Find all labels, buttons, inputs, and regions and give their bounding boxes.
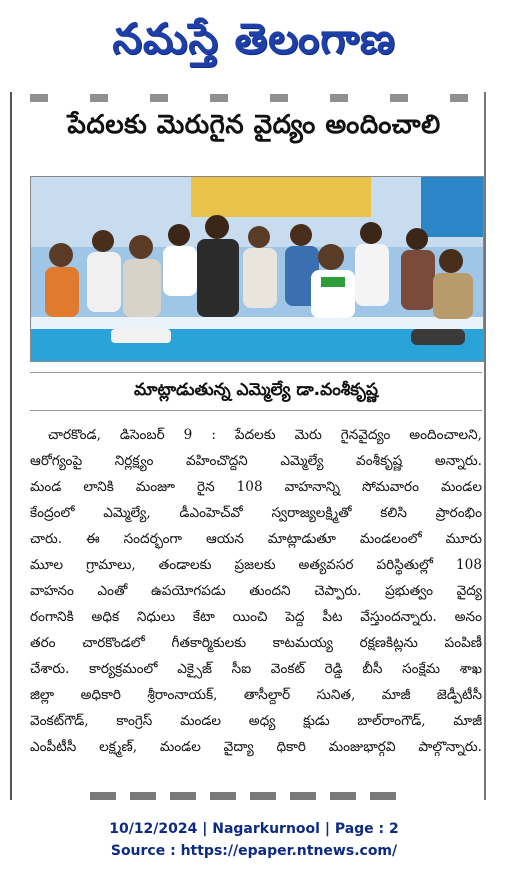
news-clipping [0,92,508,800]
newspaper-logo: నమస్తే తెలంగాణ [112,14,396,63]
article-photo [30,176,484,362]
clip-border-left [10,92,12,800]
clip-border-right [484,92,486,800]
body-line: మండ లానికి మంజూ రైన 108 వాహనాన్ని సోమవారం మండల [30,479,482,495]
masthead [0,0,508,88]
footer-date-edition: 10/12/2024 | Nagarkurnool | Page : 2 [109,821,399,837]
body-line: తరం చారకొండలో గీతకార్మికులకు కాటమయ్య రక్షణకిట్లను పంపిణీ [30,635,482,651]
body-line: చేశారు. కార్యక్రమంలో ఎక్సైజ్ సీఐ వెంకట్ రెడ్డి బీసీ సంక్షేమ శాఖ [30,661,482,677]
body-line: జిల్లా అధికారి శ్రీరాంనాయక్, తాసీల్దార్ సునిత, మాజీ జెడ్పీటీసీ [30,687,482,703]
body-line: రంగానికి అధిక నిధులు కేటా యించి పెద్ద పీట వేస్తుందన్నారు. అనం [30,609,482,625]
clipped-next-headline [90,792,410,800]
body-line: కేంద్రంలో ఎమ్మెల్యే, డీఎంహెచ్‌వో స్వరాజ్యలక్ష్మితో కలిసి ప్రారంభిం [30,505,482,521]
body-line: వెంకట్‌గౌడ్, కాంగ్రెస్ మండల అధ్య క్షుడు బాల్‌రాంగౌడ్, మాజీ [30,713,482,729]
caption-rule-bottom [30,410,482,411]
caption-rule-top [30,372,482,373]
article-headline: పేదలకు మెరుగైన వైద్యం అందించాలి [67,110,441,140]
article-body [30,422,482,760]
body-line: ఎంపీటీసీ లక్ష్మణ్, మండల వైద్యా ధికారి మంజుభార్గవి పాల్గొన్నారు. [30,739,482,755]
footer-source-link[interactable]: Source : https://epaper.ntnews.com/ [110,843,398,859]
photo-caption: మాట్లాడుతున్న ఎమ్మెల్యే డా.వంశీకృష్ణ [134,380,378,400]
event-photo-illustration [31,177,483,361]
clipped-previous-headline [30,94,470,102]
body-line: చారకొండ, డిసెంబర్ 9 : పేదలకు మెరు గైనవైద్యం అందించాలని, [48,427,482,443]
body-line: మూల గ్రామాలు, తండాలకు ప్రజలకు అత్యవసర పరిస్థితుల్లో 108 [30,557,482,573]
body-line: వాహనం ఎంతో ఉపయోగపడు తుందని చెప్పారు. ప్రభుత్వం వైద్య [30,583,482,599]
footer [0,818,508,862]
body-line: ఆరోగ్యంపై నిర్లక్ష్యం వహించొద్దని ఎమ్మెల్యే వంశీకృష్ణ అన్నారు. [30,453,482,469]
body-line: చారు. ఈ సందర్భంగా ఆయన మాట్లాడుతూ మండలంలో మూరు [30,531,482,547]
